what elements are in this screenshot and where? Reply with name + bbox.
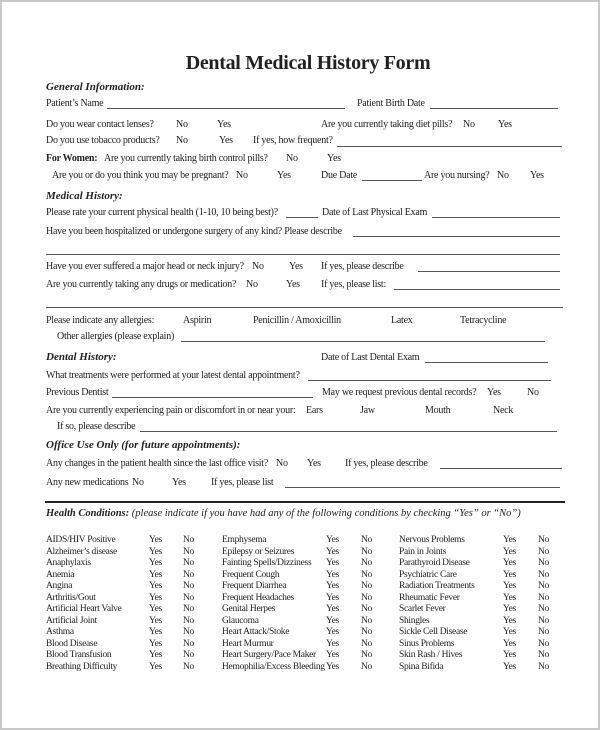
condition-yes-option[interactable]: Yes bbox=[503, 546, 516, 557]
allergy-latex[interactable]: Latex bbox=[391, 315, 413, 326]
condition-no-option[interactable]: No bbox=[183, 546, 195, 557]
pregnant-yes[interactable]: Yes bbox=[277, 170, 291, 181]
contact-no[interactable]: No bbox=[176, 119, 188, 130]
allergy-aspirin[interactable]: Aspirin bbox=[183, 315, 212, 326]
condition-no-option[interactable]: No bbox=[538, 604, 550, 614]
condition-yes-option[interactable]: Yes bbox=[149, 581, 162, 591]
condition-label: Radiation Treatments bbox=[399, 581, 475, 591]
condition-label: Artificial Heart Valve bbox=[46, 604, 122, 614]
condition-yes-option[interactable]: Yes bbox=[503, 569, 516, 580]
health-conditions-label: Health Conditions: bbox=[46, 508, 130, 519]
condition-no-option[interactable]: No bbox=[538, 627, 550, 637]
condition-label: Sinus Problems bbox=[399, 638, 455, 649]
condition-no-option[interactable]: No bbox=[183, 581, 195, 591]
treatments-field[interactable] bbox=[308, 380, 551, 381]
previous-dentist-label: Previous Dentist bbox=[46, 387, 109, 398]
condition-label: Rheumatic Fever bbox=[399, 592, 460, 603]
condition-label: Glaucoma bbox=[222, 615, 259, 626]
condition-yes-option[interactable]: Yes bbox=[326, 592, 339, 603]
condition-label: Scarlet Fever bbox=[399, 604, 446, 614]
condition-yes-option[interactable]: Yes bbox=[149, 558, 162, 568]
condition-yes-option[interactable]: Yes bbox=[503, 615, 516, 626]
condition-yes-option[interactable]: Yes bbox=[503, 604, 516, 614]
condition-no-option[interactable]: No bbox=[183, 650, 195, 660]
condition-label: Anemia bbox=[46, 569, 75, 580]
diet-yes[interactable]: Yes bbox=[498, 119, 512, 130]
changes-field[interactable] bbox=[440, 468, 562, 469]
tobacco-no[interactable]: No bbox=[176, 135, 188, 146]
treatments-label: What treatments were performed at your latest dental appointment? bbox=[46, 370, 300, 381]
hospitalized-field-2[interactable] bbox=[46, 254, 560, 255]
tobacco-yes[interactable]: Yes bbox=[219, 135, 233, 146]
condition-yes-option[interactable]: Yes bbox=[326, 581, 339, 591]
head-injury-describe-label: If yes, please describe bbox=[321, 261, 404, 272]
drugs-no[interactable]: No bbox=[246, 279, 258, 290]
condition-yes-option[interactable]: Yes bbox=[149, 650, 162, 660]
condition-yes-option[interactable]: Yes bbox=[503, 627, 516, 637]
condition-yes-option[interactable]: Yes bbox=[326, 661, 339, 672]
condition-no-option[interactable]: No bbox=[183, 615, 195, 626]
section-divider bbox=[45, 501, 565, 503]
condition-no-option[interactable]: No bbox=[538, 535, 550, 545]
condition-label: Frequent Diarrhea bbox=[222, 581, 287, 591]
condition-yes-option[interactable]: Yes bbox=[326, 569, 339, 580]
other-allergies-label: Other allergies (please explain) bbox=[57, 331, 175, 342]
condition-yes-option[interactable]: Yes bbox=[503, 661, 516, 672]
condition-yes-option[interactable]: Yes bbox=[326, 535, 339, 545]
condition-no-option[interactable]: No bbox=[183, 558, 195, 568]
condition-yes-option[interactable]: Yes bbox=[326, 546, 339, 557]
nursing-label: Are you nursing? bbox=[424, 170, 490, 181]
condition-no-option[interactable]: No bbox=[538, 661, 550, 672]
condition-yes-option[interactable]: Yes bbox=[503, 650, 516, 660]
other-allergies-field[interactable] bbox=[181, 341, 545, 342]
condition-label: AIDS/HIV Positive bbox=[46, 535, 116, 545]
condition-no-option[interactable]: No bbox=[361, 615, 373, 626]
condition-no-option[interactable]: No bbox=[361, 558, 373, 568]
dental-heading: Dental History: bbox=[46, 351, 117, 363]
condition-no-option[interactable]: No bbox=[538, 546, 550, 557]
nursing-yes[interactable]: Yes bbox=[530, 170, 544, 181]
allergy-tetracycline[interactable]: Tetracycline bbox=[460, 315, 507, 326]
pain-label: Are you currently experiencing pain or discomfort in or near your: bbox=[46, 405, 296, 416]
condition-yes-option[interactable]: Yes bbox=[149, 661, 162, 672]
condition-yes-option[interactable]: Yes bbox=[149, 604, 162, 614]
condition-yes-option[interactable]: Yes bbox=[149, 546, 162, 557]
for-women-label: For Women: bbox=[46, 153, 98, 164]
condition-label: Angina bbox=[46, 581, 73, 591]
changes-yes[interactable]: Yes bbox=[307, 458, 321, 469]
birth-control-yes[interactable]: Yes bbox=[327, 153, 341, 164]
birth-date-field[interactable] bbox=[430, 108, 558, 109]
patient-name-field[interactable] bbox=[107, 108, 345, 109]
how-frequent-field[interactable] bbox=[337, 146, 562, 147]
condition-label: Shingles bbox=[399, 615, 430, 626]
drugs-field[interactable] bbox=[394, 289, 560, 290]
new-meds-yes[interactable]: Yes bbox=[172, 477, 186, 488]
pregnant-no[interactable]: No bbox=[236, 170, 248, 181]
condition-label: Heart Murmur bbox=[222, 638, 274, 649]
diet-no[interactable]: No bbox=[463, 119, 475, 130]
condition-no-option[interactable]: No bbox=[361, 604, 373, 614]
condition-no-option[interactable]: No bbox=[361, 650, 373, 660]
pain-jaw[interactable]: Jaw bbox=[360, 405, 375, 416]
health-conditions-note: (please indicate if you have had any of the following conditions by checking “Yes” or “No”) bbox=[131, 508, 521, 519]
medical-heading: Medical History: bbox=[46, 190, 123, 202]
condition-no-option[interactable]: No bbox=[183, 627, 195, 637]
condition-label: Parathyroid Disease bbox=[399, 558, 470, 568]
condition-no-option[interactable]: No bbox=[538, 638, 550, 649]
condition-no-option[interactable]: No bbox=[361, 546, 373, 557]
health-conditions-header bbox=[46, 508, 521, 519]
new-meds-field[interactable] bbox=[285, 487, 560, 488]
condition-yes-option[interactable]: Yes bbox=[503, 535, 516, 545]
drugs-field-2[interactable] bbox=[46, 307, 563, 308]
rate-health-label: Please rate your current physical health (1-10, 10 being best)? bbox=[46, 207, 278, 218]
birth-control-label: Are you currently taking birth control pills? bbox=[104, 153, 268, 164]
condition-label: Asthma bbox=[46, 627, 74, 637]
changes-describe-label: If yes, please describe bbox=[345, 458, 428, 469]
new-meds-list-label: If yes, please list bbox=[211, 477, 274, 488]
condition-yes-option[interactable]: Yes bbox=[149, 535, 162, 545]
condition-label: Frequent Cough bbox=[222, 569, 280, 580]
condition-yes-option[interactable]: Yes bbox=[503, 581, 516, 591]
condition-yes-option[interactable]: Yes bbox=[326, 627, 339, 637]
nursing-no[interactable]: No bbox=[497, 170, 509, 181]
condition-no-option[interactable]: No bbox=[183, 592, 195, 603]
rate-health-field[interactable] bbox=[286, 217, 318, 218]
condition-label: Heart Surgery/Pace Maker bbox=[222, 650, 316, 660]
condition-no-option[interactable]: No bbox=[183, 661, 195, 672]
head-injury-no[interactable]: No bbox=[252, 261, 264, 272]
condition-no-option[interactable]: No bbox=[538, 581, 550, 591]
condition-yes-option[interactable]: Yes bbox=[326, 615, 339, 626]
drugs-yes[interactable]: Yes bbox=[286, 279, 300, 290]
condition-label: Genital Herpes bbox=[222, 604, 276, 614]
page-title: Dental Medical History Form bbox=[185, 52, 431, 74]
birth-date-label: Patient Birth Date bbox=[357, 98, 425, 109]
due-date-field[interactable] bbox=[362, 180, 422, 181]
contact-yes[interactable]: Yes bbox=[217, 119, 231, 130]
condition-yes-option[interactable]: Yes bbox=[326, 604, 339, 614]
condition-no-option[interactable]: No bbox=[538, 558, 550, 568]
pain-ears[interactable]: Ears bbox=[306, 405, 323, 416]
records-no[interactable]: No bbox=[527, 387, 539, 398]
condition-label: Emphysema bbox=[222, 535, 267, 545]
condition-label: Frequent Headaches bbox=[222, 592, 294, 603]
pregnant-label: Are you or do you think you may be pregnant? bbox=[52, 170, 229, 181]
condition-label: Anaphylaxis bbox=[46, 558, 91, 568]
condition-label: Epilepsy or Seizures bbox=[222, 546, 295, 557]
condition-label: Arthritis/Gout bbox=[46, 592, 96, 603]
condition-label: Nervous Problems bbox=[399, 535, 465, 545]
hospitalized-field[interactable] bbox=[353, 236, 560, 237]
condition-yes-option[interactable]: Yes bbox=[149, 592, 162, 603]
condition-yes-option[interactable]: Yes bbox=[149, 638, 162, 649]
condition-no-option[interactable]: No bbox=[183, 604, 195, 614]
condition-yes-option[interactable]: Yes bbox=[326, 650, 339, 660]
condition-no-option[interactable]: No bbox=[538, 615, 550, 626]
last-physical-field[interactable] bbox=[432, 217, 560, 218]
due-date-label: Due Date bbox=[321, 170, 358, 181]
changes-no[interactable]: No bbox=[276, 458, 288, 469]
condition-label: Skin Rash / Hives bbox=[399, 650, 463, 660]
condition-label: Fainting Spells/Dizziness bbox=[222, 558, 312, 568]
condition-yes-option[interactable]: Yes bbox=[149, 569, 162, 580]
last-dental-label: Date of Last Dental Exam bbox=[321, 352, 420, 363]
condition-yes-option[interactable]: Yes bbox=[326, 638, 339, 649]
condition-no-option[interactable]: No bbox=[361, 592, 373, 603]
condition-label: Sickle Cell Disease bbox=[399, 627, 468, 637]
condition-no-option[interactable]: No bbox=[538, 569, 550, 580]
condition-label: Breathing Difficulty bbox=[46, 661, 118, 672]
head-injury-field[interactable] bbox=[418, 271, 560, 272]
condition-no-option[interactable]: No bbox=[361, 569, 373, 580]
birth-control-no[interactable]: No bbox=[286, 153, 298, 164]
condition-label: Heart Attack/Stoke bbox=[222, 627, 290, 637]
records-yes[interactable]: Yes bbox=[487, 387, 501, 398]
hospitalized-label: Have you been hospitalized or undergone surgery of any kind? Please describe bbox=[46, 226, 342, 237]
condition-yes-option[interactable]: Yes bbox=[149, 627, 162, 637]
new-meds-no[interactable]: No bbox=[132, 477, 144, 488]
drugs-list-label: If yes, please list: bbox=[321, 279, 386, 290]
condition-no-option[interactable]: No bbox=[361, 638, 373, 649]
allergy-penicillin[interactable]: Penicillin / Amoxicillin bbox=[253, 315, 341, 326]
diet-pills-label: Are you currently taking diet pills? bbox=[321, 119, 453, 130]
contact-lenses-label: Do you wear contact lenses? bbox=[46, 119, 154, 130]
drugs-label: Are you currently taking any drugs or medication? bbox=[46, 279, 237, 290]
condition-label: Spina Bifida bbox=[399, 661, 444, 672]
condition-label: Pain in Joints bbox=[399, 546, 447, 557]
patient-name-label: Patient’s Name bbox=[46, 98, 104, 109]
office-heading: Office Use Only (for future appointments): bbox=[46, 439, 241, 451]
last-dental-field[interactable] bbox=[425, 362, 548, 363]
allergies-label: Please indicate any allergies: bbox=[46, 315, 155, 326]
pain-mouth[interactable]: Mouth bbox=[425, 405, 451, 416]
previous-dentist-field[interactable] bbox=[112, 397, 313, 398]
condition-label: Blood Disease bbox=[46, 638, 98, 649]
condition-no-option[interactable]: No bbox=[183, 535, 195, 545]
condition-yes-option[interactable]: Yes bbox=[503, 558, 516, 568]
condition-no-option[interactable]: No bbox=[538, 650, 550, 660]
general-heading: General Information: bbox=[46, 81, 145, 93]
condition-label: Artificial Joint bbox=[46, 615, 97, 626]
pain-describe-field[interactable] bbox=[140, 431, 557, 432]
head-injury-label: Have you ever suffered a major head or neck injury? bbox=[46, 261, 244, 272]
condition-no-option[interactable]: No bbox=[361, 661, 373, 672]
request-records-label: May we request previous dental records? bbox=[322, 387, 477, 398]
head-injury-yes[interactable]: Yes bbox=[289, 261, 303, 272]
condition-yes-option[interactable]: Yes bbox=[326, 558, 339, 568]
how-frequent-label: If yes, how frequent? bbox=[253, 135, 333, 146]
condition-label: Alzheimer’s disease bbox=[46, 546, 117, 557]
tobacco-label: Do you use tobacco products? bbox=[46, 135, 160, 146]
condition-yes-option[interactable]: Yes bbox=[503, 592, 516, 603]
new-meds-label: Any new medications bbox=[46, 477, 129, 488]
condition-label: Hemophilia/Excess Bleeding bbox=[222, 661, 325, 672]
condition-no-option[interactable]: No bbox=[361, 535, 373, 545]
if-so-label: If so, please describe bbox=[57, 421, 136, 432]
condition-yes-option[interactable]: Yes bbox=[149, 615, 162, 626]
changes-label: Any changes in the patient health since the last office visit? bbox=[46, 458, 269, 469]
condition-no-option[interactable]: No bbox=[183, 638, 195, 649]
condition-no-option[interactable]: No bbox=[538, 592, 550, 603]
condition-no-option[interactable]: No bbox=[183, 569, 195, 580]
condition-label: Blood Transfusion bbox=[46, 650, 112, 660]
pain-neck[interactable]: Neck bbox=[493, 405, 514, 416]
condition-yes-option[interactable]: Yes bbox=[503, 638, 516, 649]
condition-no-option[interactable]: No bbox=[361, 627, 373, 637]
condition-label: Psychiatric Care bbox=[399, 569, 457, 580]
last-physical-label: Date of Last Physical Exam bbox=[322, 207, 428, 218]
condition-no-option[interactable]: No bbox=[361, 581, 373, 591]
